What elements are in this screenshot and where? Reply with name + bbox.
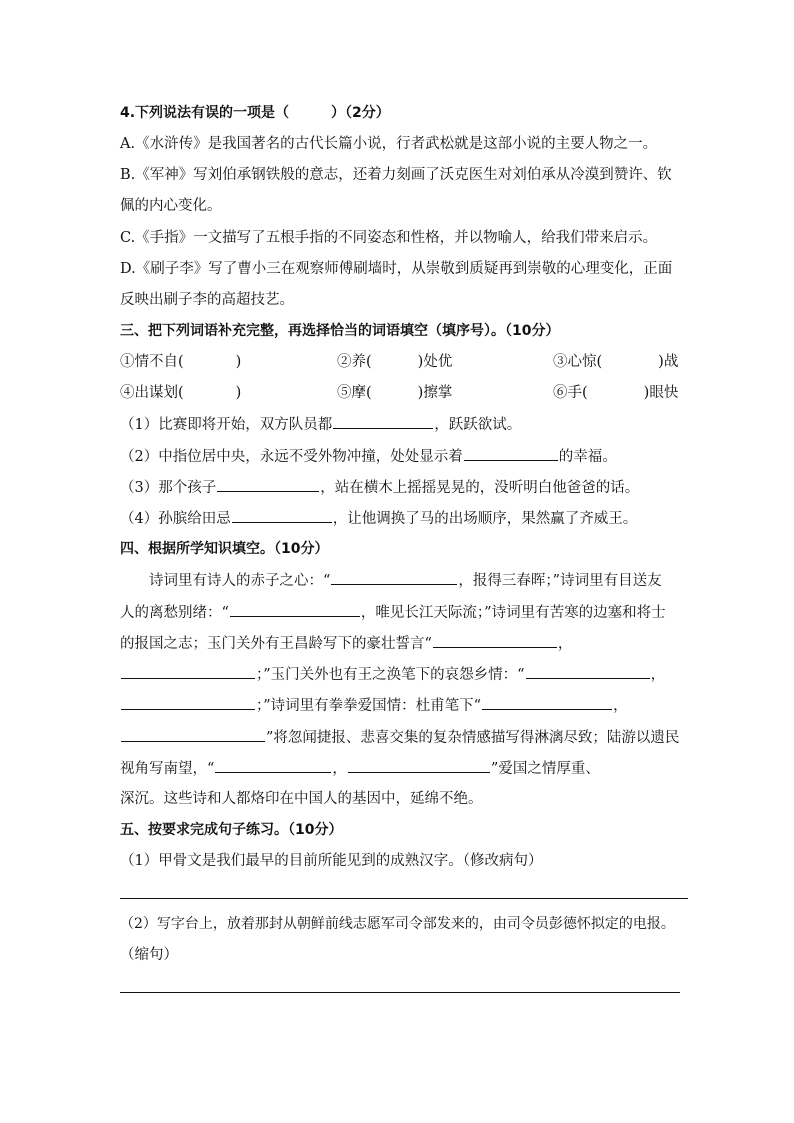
section5-title: 五、按要求完成句子练习。（10分） <box>120 822 343 838</box>
sentence-task-2: （2）写字台上，放着那封从朝鲜前线志愿军司令部发来的，由司令员彭德怀拟定的电报。 <box>120 916 675 932</box>
q4-option-a: A.《水浒传》是我国著名的古代长篇小说，行者武松就是这部小说的主要人物之一。 <box>120 136 658 152</box>
fill-sentence-2: （2）中指位居中央，永远不受外物冲撞，处处显示着 的幸福。 <box>120 446 617 467</box>
answer-blank[interactable] <box>482 695 612 710</box>
answer-line-2[interactable] <box>120 992 680 993</box>
sentence-task-2-hint: （缩句） <box>120 947 178 963</box>
poem-line-1: 诗词里有诗人的赤子之心：“ ，报得三春晖；”诗词里有目送友 <box>149 570 662 591</box>
answer-blank[interactable] <box>464 446 558 461</box>
answer-blank[interactable] <box>230 602 360 617</box>
poem-line-5: ；”诗词里有拳拳爱国情：杜甫笔下“ ， <box>120 695 628 716</box>
word-item-3: ③心惊( )战 <box>553 354 679 370</box>
q4-option-d-line2: 反映出刷子李的高超技艺。 <box>120 292 294 308</box>
answer-blank[interactable] <box>121 695 255 710</box>
word-item-6: ⑥手( )眼快 <box>553 385 679 401</box>
poem-line-8: 深沉。这些诗和人都烙印在中国人的基因中，延绵不绝。 <box>120 791 483 807</box>
answer-blank[interactable] <box>217 477 319 492</box>
poem-line-7: 视角写南望，“ ， ”爱国之情厚重、 <box>120 758 600 779</box>
word-item-1: ①情不自( ) <box>120 354 242 370</box>
answer-blank[interactable] <box>232 508 332 523</box>
answer-line-1[interactable] <box>120 898 688 899</box>
word-item-2: ②养( )处优 <box>337 354 453 370</box>
word-item-5: ⑤摩( )擦掌 <box>337 385 453 401</box>
answer-blank[interactable] <box>526 664 650 679</box>
answer-blank[interactable] <box>215 758 331 773</box>
q4-title: 4.下列说法有误的一项是（ ）（2分） <box>120 105 390 121</box>
poem-line-2: 人的离愁别绪：“ ，唯见长江天际流；”诗词里有苦寒的边塞和将士 <box>120 602 666 623</box>
section3-title: 三、把下列词语补充完整，再选择恰当的词语填空（填序号）。（10分） <box>120 323 560 339</box>
answer-blank[interactable] <box>121 664 255 679</box>
poem-line-3: 的报国之志；玉门关外有王昌龄写下的豪壮誓言“ ， <box>120 633 572 654</box>
answer-blank[interactable] <box>331 570 457 585</box>
q4-option-b-line1: B.《军神》写刘伯承钢铁般的意志，还着力刻画了沃克医生对刘伯承从冷漠到赞许、钦 <box>120 167 672 183</box>
section4-title: 四、根据所学知识填空。（10分） <box>120 541 329 557</box>
fill-sentence-1: （1）比赛即将开始，双方队员都 ，跃跃欲试。 <box>120 414 521 435</box>
sentence-task-1: （1）甲骨文是我们最早的目前所能见到的成熟汉字。（修改病句） <box>120 853 543 869</box>
fill-sentence-4: （4）孙膑给田忌 ，让他调换了马的出场顺序，果然赢了齐威王。 <box>120 508 637 529</box>
fill-sentence-3: （3）那个孩子 ，站在横木上摇摇晃晃的，没听明白他爸爸的话。 <box>120 477 639 498</box>
q4-option-b-line2: 佩的内心变化。 <box>120 198 222 214</box>
q4-option-d-line1: D.《刷子李》写了曹小三在观察师傅刷墙时，从崇敬到质疑再到崇敬的心理变化，正面 <box>120 261 673 277</box>
answer-blank[interactable] <box>348 758 490 773</box>
answer-blank[interactable] <box>333 414 433 429</box>
word-item-4: ④出谋划( ) <box>120 385 242 401</box>
answer-blank[interactable] <box>433 633 557 648</box>
poem-line-6: ”将忽闻捷报、悲喜交集的复杂情感描写得淋漓尽致；陆游以遗民 <box>120 727 679 748</box>
q4-option-c: C.《手指》一文描写了五根手指的不同姿态和性格，并以物喻人，给我们带来启示。 <box>120 230 658 246</box>
answer-blank[interactable] <box>121 727 265 742</box>
poem-line-4: ；”玉门关外也有王之涣笔下的哀怨乡情：“ ， <box>120 664 665 685</box>
